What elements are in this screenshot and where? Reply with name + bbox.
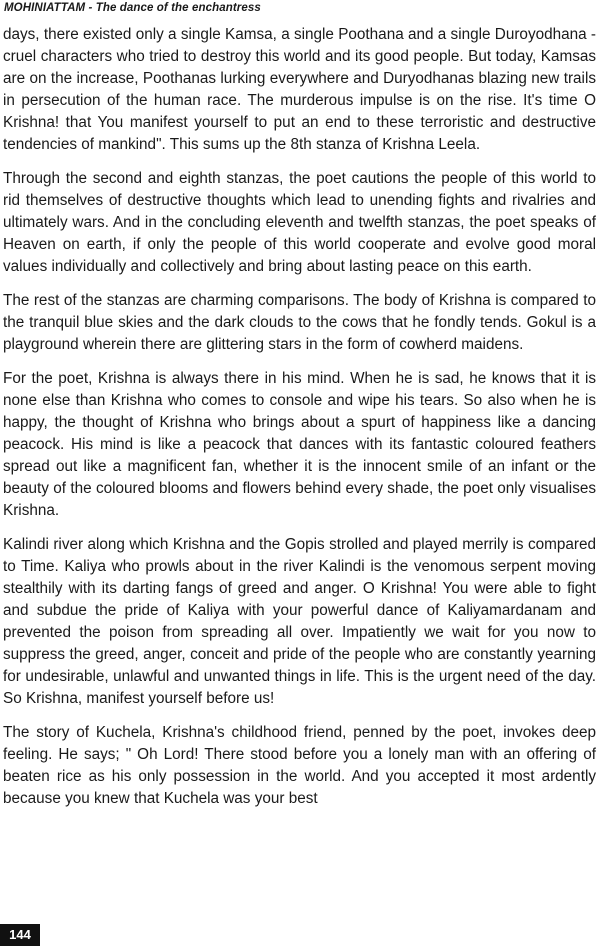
running-header <box>4 2 596 20</box>
paragraph-4: For the poet, Krishna is always there in his mind. When he is sad, he knows that it is none else than Krishna who comes to console and wipe his tears. So also when he is happy, the thought of Krishna who brings about a spurt of happiness like a dancing peacock. His mind is like a peacock that dances with its fantastic coloured feathers spread out like a magnificent fan, whether it is the innocent smile of an infant or the beauty of the coloured blooms and flowers behind every shade, the poet only visualises Krishna. <box>3 370 596 519</box>
book-subtitle: The dance of the enchantress <box>95 2 261 14</box>
page-body <box>3 24 596 822</box>
paragraph-5: Kalindi river along which Krishna and the Gopis strolled and played merrily is compared to Time. Kaliya who prowls about in the river Kalindi is the venomous serpent moving stealthily with its darting fangs of greed and anger. O Krishna! You were able to fight and subdue the pride of Kaliya with your powerful dance of Kaliyamardanam and prevented the poison from spreading all over. Impatiently we wait for you now to suppress the greed, anger, conceit and pride of the people who are constantly yearning for undesirable, unlawful and unwanted things in life. This is the urgent need of the day. So Krishna, manifest yourself before us! <box>3 536 596 707</box>
title-separator: - <box>85 2 96 14</box>
paragraph-3: The rest of the stanzas are charming comparisons. The body of Krishna is compared to the tranquil blue skies and the dark clouds to the cows that he fondly tends. Gokul is a playground wherein there are glittering stars in the form of cowherd maidens. <box>3 292 596 353</box>
book-title: MOHINIATTAM <box>4 2 86 14</box>
paragraph-1: days, there existed only a single Kamsa, a single Poothana and a single Duroyodhana - cruel characters who tried to destroy this world and its good people. But today, Kamsas are on the increase, Poothanas lurking everywhere and Duryodhanas blazing new trails in persecution of the human race. The murderous impulse is on the rise. It's time O Krishna! that You manifest yourself to put an end to these terroristic and destructive tendencies of mankind". This sums up the 8th stanza of Krishna Leela. <box>3 26 596 153</box>
paragraph-6: The story of Kuchela, Krishna's childhood friend, penned by the poet, invokes deep feeling. He says; " Oh Lord! There stood before you a lonely man with an offering of beaten rice as his only possession in the world. And you accepted it most ardently because you knew that Kuchela was your best <box>3 724 596 807</box>
page-footer <box>0 924 40 946</box>
paragraph-2: Through the second and eighth stanzas, the poet cautions the people of this world to rid themselves of destructive thoughts which lead to unending fights and rivalries and ultimately wars. And in the concluding eleventh and twelfth stanzas, the poet speaks of Heaven on earth, if only the people of this world cooperate and evolve good moral values individually and collectively and bring about lasting peace on this earth. <box>3 170 596 275</box>
page-number: 144 <box>0 924 40 946</box>
